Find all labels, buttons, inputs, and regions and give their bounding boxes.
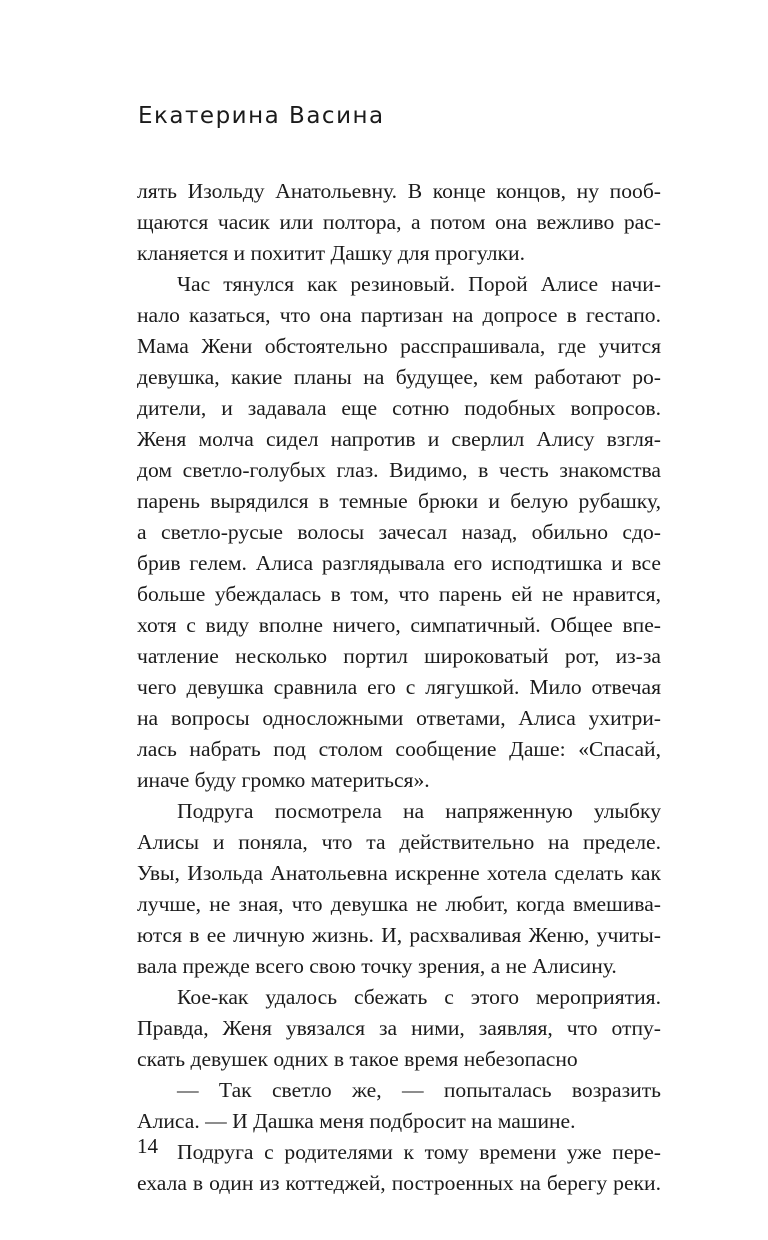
running-head-author: Екатерина Васина bbox=[138, 103, 385, 129]
text-line: лять Изольду Анатольевну. В конце концов, ну пооб- bbox=[137, 179, 661, 203]
text-line: иначе буду громко материться». bbox=[137, 768, 430, 792]
text-line: Женя молча сидел напротив и сверлил Алису взгля- bbox=[137, 427, 661, 451]
text-line: кланяется и похитит Дашку для прогулки. bbox=[137, 241, 525, 265]
text-line: ехала в один из коттеджей, построенных на берегу реки. bbox=[137, 1171, 661, 1195]
text-line: Алисы и поняла, что та действительно на пределе. bbox=[137, 830, 661, 854]
text-line: дом светло-голубых глаз. Видимо, в честь знакомства bbox=[137, 458, 661, 482]
text-line: дители, и задавала еще сотню подобных вопросов. bbox=[137, 396, 661, 420]
page-number: 14 bbox=[137, 1134, 158, 1158]
text-line: а светло-русые волосы зачесал назад, обильно сдо- bbox=[137, 520, 661, 544]
text-line: вала прежде всего свою точку зрения, а не Алисину. bbox=[137, 954, 617, 978]
text-line: Кое-как удалось сбежать с этого мероприятия. bbox=[177, 985, 661, 1009]
text-line: чатление несколько портил широковатый рот, из-за bbox=[137, 644, 661, 668]
text-line: лась набрать под столом сообщение Даше: «Спасай, bbox=[137, 737, 661, 761]
text-line: скать девушек одних в такое время небезопасно bbox=[137, 1047, 578, 1071]
text-line: чего девушка сравнила его с лягушкой. Мило отвечая bbox=[137, 675, 661, 699]
text-line: Подруга посмотрела на напряженную улыбку bbox=[177, 799, 661, 823]
text-line: лучше, не зная, что девушка не любит, когда вмешива- bbox=[137, 892, 661, 916]
text-line: ются в ее личную жизнь. И, расхваливая Женю, учиты- bbox=[137, 923, 661, 947]
text-line: — Так светло же, — попыталась возразить bbox=[177, 1078, 661, 1102]
text-line: на вопросы односложными ответами, Алиса ухитри- bbox=[137, 706, 661, 730]
text-line: брив гелем. Алиса разглядывала его исподтишка и все bbox=[137, 551, 661, 575]
text-line: нало казаться, что она партизан на допросе в гестапо. bbox=[137, 303, 661, 327]
text-line: Мама Жени обстоятельно расспрашивала, где учится bbox=[137, 334, 661, 358]
text-line: девушка, какие планы на будущее, кем работают ро- bbox=[137, 365, 661, 389]
text-line: хотя с виду вполне ничего, симпатичный. Общее впе- bbox=[137, 613, 661, 637]
text-line: парень вырядился в темные брюки и белую рубашку, bbox=[137, 489, 661, 513]
text-line: Алиса. — И Дашка меня подбросит на машине. bbox=[137, 1109, 576, 1133]
text-line: Час тянулся как резиновый. Порой Алисе начи- bbox=[177, 272, 661, 296]
text-line: Правда, Женя увязался за ними, заявляя, что отпу- bbox=[137, 1016, 661, 1040]
text-line: больше убеждалась в том, что парень ей не нравится, bbox=[137, 582, 661, 606]
text-line: Увы, Изольда Анатольевна искренне хотела сделать как bbox=[137, 861, 661, 885]
text-line: Подруга с родителями к тому времени уже пере- bbox=[177, 1140, 661, 1164]
body-text bbox=[137, 176, 661, 1199]
text-line: щаются часик или полтора, а потом она вежливо рас- bbox=[137, 210, 661, 234]
